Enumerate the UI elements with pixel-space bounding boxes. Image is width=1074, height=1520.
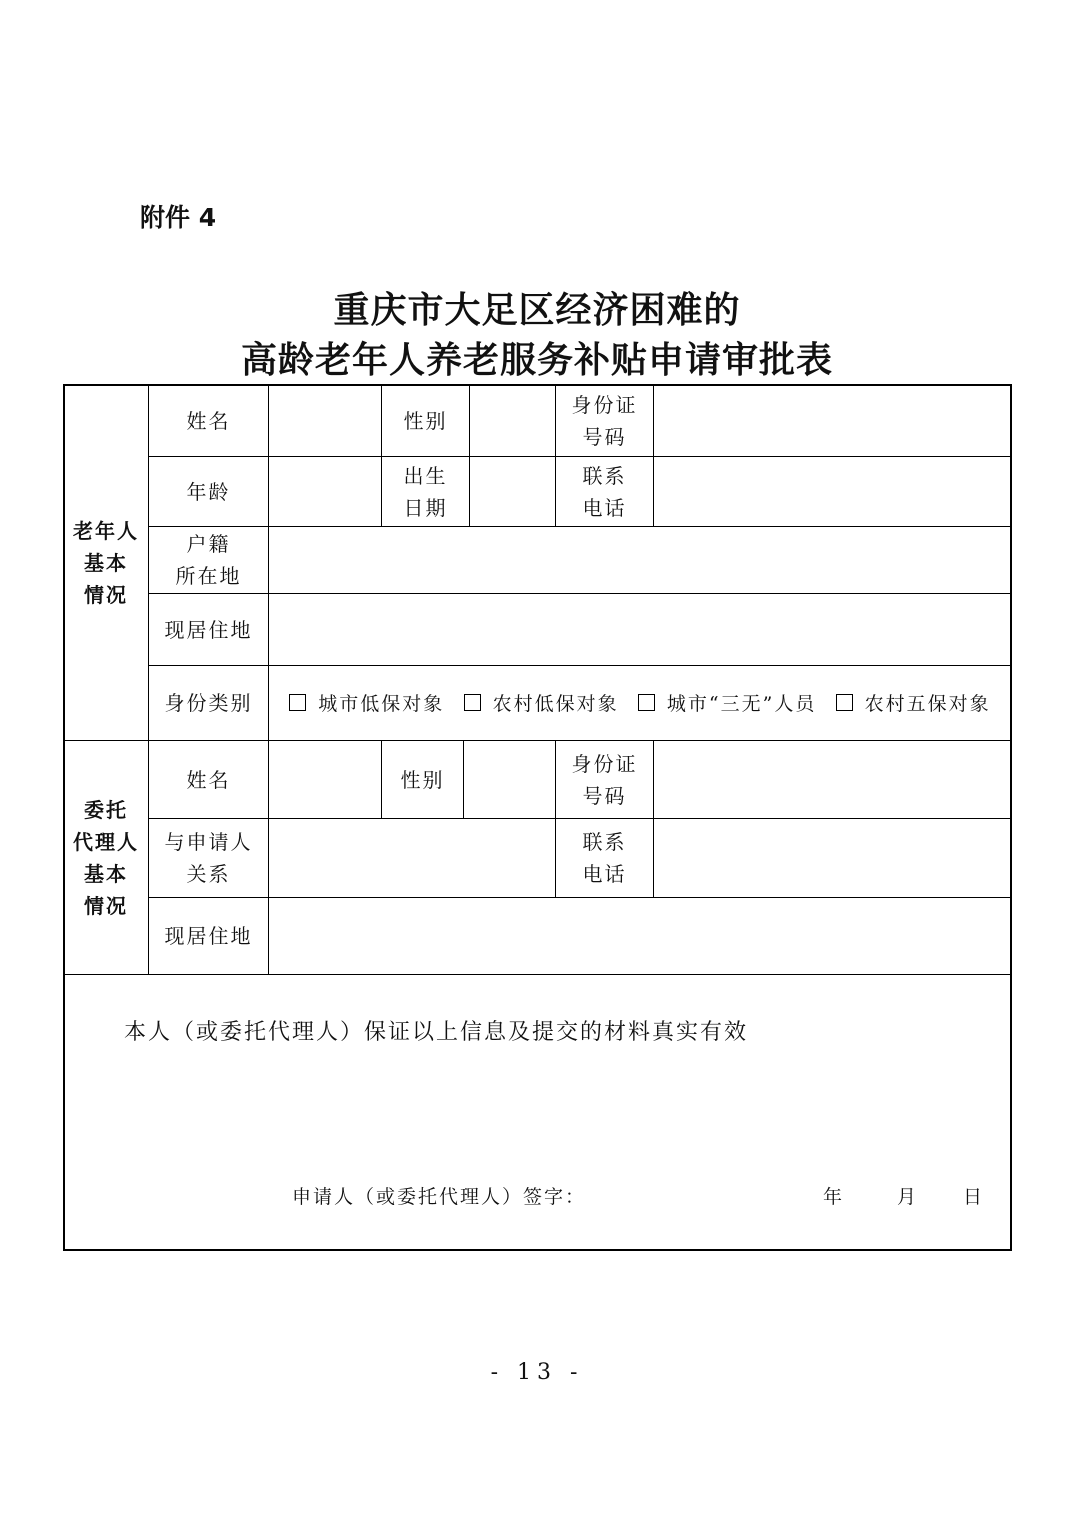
identity-type-label: 身份类别 [164,691,253,715]
page-number: - 13 - [490,1360,584,1385]
agent-id-label: 身份证 号码 [571,751,638,808]
agent-id-field[interactable] [654,741,1010,818]
form-title-line2: 高龄老年人养老服务补贴申请审批表 [240,340,833,381]
agent-relation-field[interactable] [269,819,555,897]
elderly-phone-field[interactable] [654,457,1010,526]
attachment-label: 附件 4 [140,203,217,232]
elderly-hukou-label: 户籍 所在地 [175,532,242,588]
date-day-label: 日 [963,1186,983,1208]
elderly-gender-label: 性别 [403,408,448,433]
checkbox-icon[interactable] [638,694,655,711]
elderly-name-label: 姓名 [186,408,231,433]
identity-option-rural-dibao[interactable]: 农村低保对象 [464,689,619,716]
elderly-age-field[interactable] [269,457,381,526]
identity-option-rural-wubao[interactable]: 农村五保对象 [836,689,991,716]
elderly-hukou-field[interactable] [269,527,1010,593]
agent-residence-field[interactable] [269,898,1010,974]
identity-option-urban-dibao[interactable]: 城市低保对象 [289,689,444,716]
agent-name-field[interactable] [269,741,381,818]
elderly-id-field[interactable] [654,385,1010,456]
date-year-label: 年 [823,1186,843,1208]
declaration-text: 本人（或委托代理人）保证以上信息及提交的材料真实有效 [124,1020,749,1045]
elderly-id-label: 身份证 号码 [571,392,638,449]
elderly-age-label: 年龄 [186,479,231,504]
agent-gender-field[interactable] [464,741,555,818]
agent-phone-label: 联系 电话 [582,830,627,886]
checkbox-icon[interactable] [464,694,481,711]
checkbox-icon[interactable] [289,694,306,711]
section-agent-title: 委托 代理人 基本 情况 [73,797,139,918]
agent-name-label: 姓名 [186,767,231,792]
elderly-birth-field[interactable] [470,457,555,526]
identity-options [270,666,1010,738]
identity-option-urban-sanwu[interactable]: 城市“三无”人员 [638,689,816,716]
agent-gender-label: 性别 [400,767,445,792]
elderly-phone-label: 联系 电话 [582,463,627,520]
elderly-residence-label: 现居住地 [164,617,253,642]
elderly-gender-field[interactable] [470,385,555,456]
elderly-name-field[interactable] [269,385,381,456]
elderly-birth-label: 出生 日期 [403,463,448,520]
form-title-line1: 重庆市大足区经济困难的 [333,290,741,331]
agent-relation-label: 与申请人 关系 [164,830,253,886]
signature-label: 申请人（或委托代理人）签字： [292,1186,587,1208]
section-elderly-title: 老年人 基本 情况 [73,518,139,607]
agent-phone-field[interactable] [654,819,1010,897]
agent-residence-label: 现居住地 [164,924,253,948]
date-month-label: 月 [897,1186,917,1208]
elderly-residence-field[interactable] [269,594,1010,665]
checkbox-icon[interactable] [836,694,853,711]
